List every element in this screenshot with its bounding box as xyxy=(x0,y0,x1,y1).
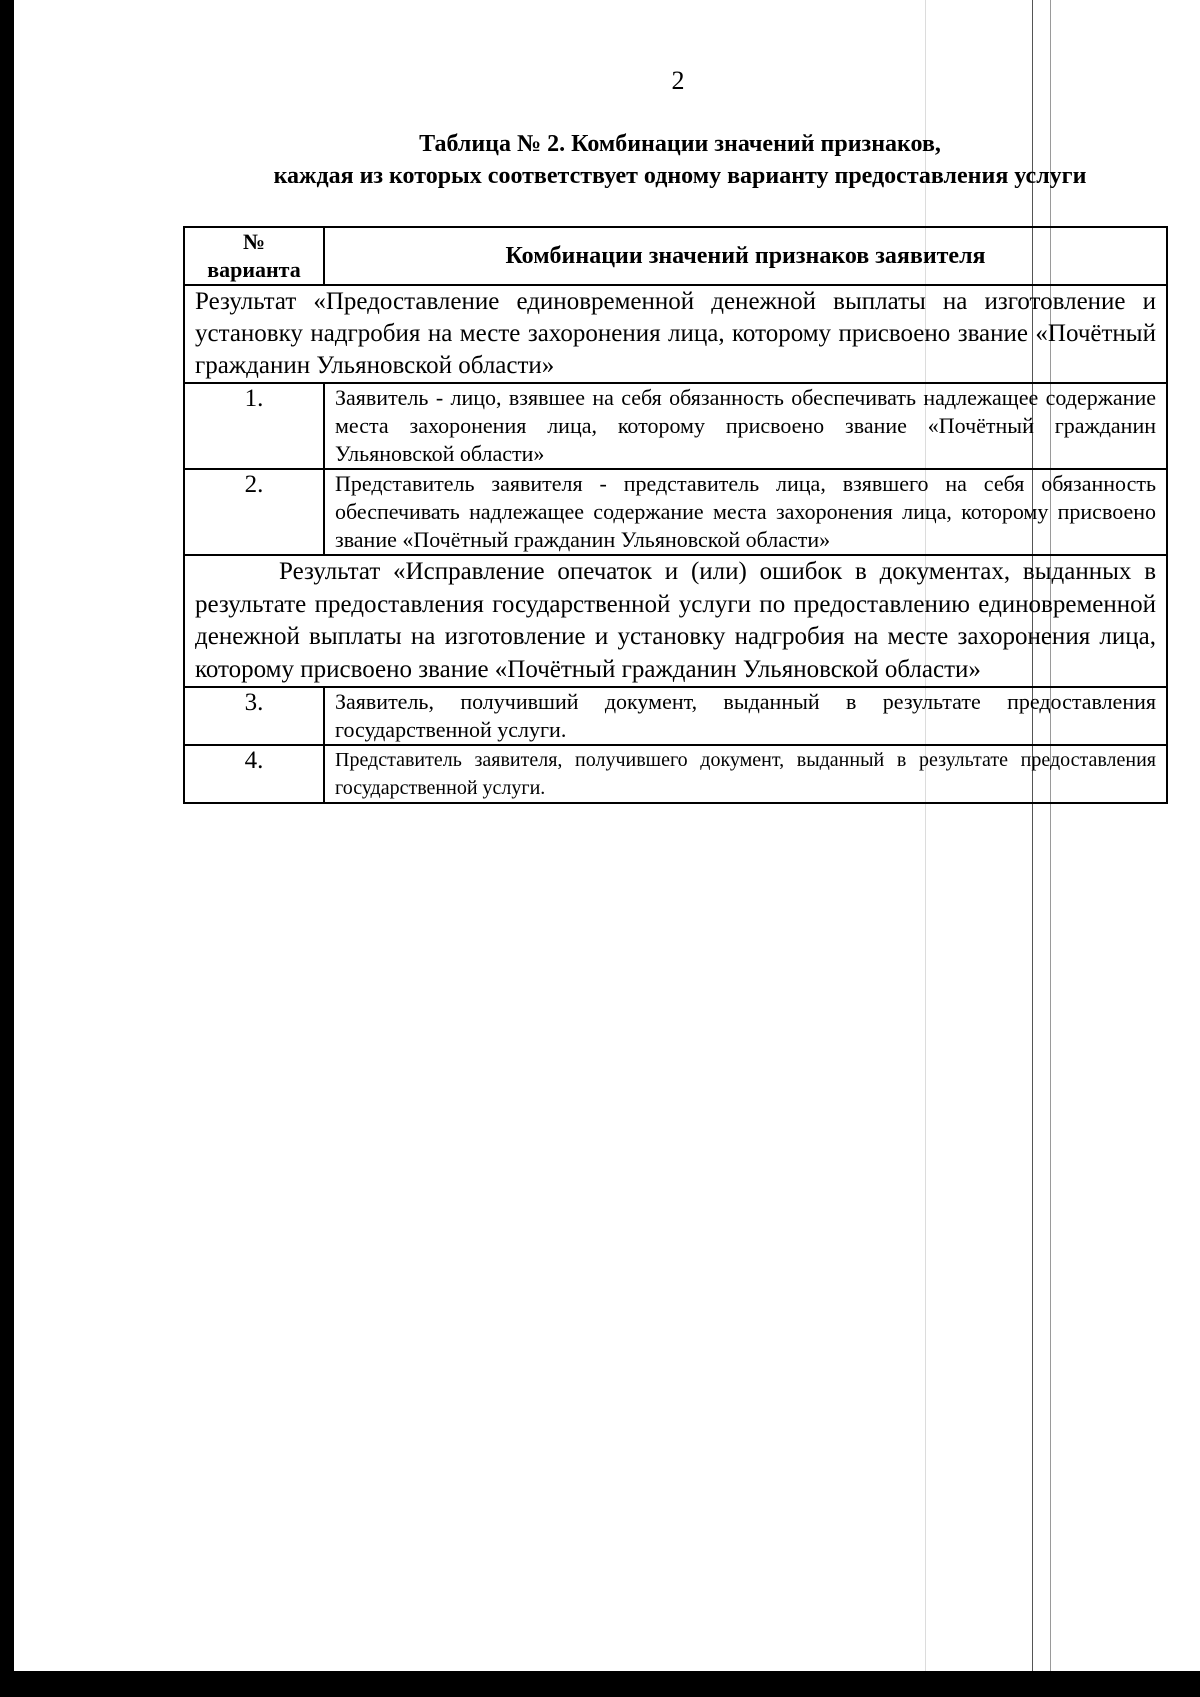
variant-description: Заявитель - лицо, взявшее на себя обязанность обеспечивать надлежащее содержание места захоронения лица, которому присвоено звание «Почётный гражданин Ульяновской области» xyxy=(324,383,1167,469)
header-variant-label: варианта xyxy=(207,257,301,282)
variant-number: 1. xyxy=(184,383,324,469)
header-variant-number xyxy=(184,227,324,285)
variant-number: 3. xyxy=(184,687,324,745)
result-row xyxy=(184,285,1167,383)
variant-description: Заявитель, получивший документ, выданный в результате предоставления государственной услуги. xyxy=(324,687,1167,745)
variant-description: Представитель заявителя, получившего документ, выданный в результате предоставления государственной услуги. xyxy=(324,745,1167,803)
table-row xyxy=(184,383,1167,469)
scan-bottom-band xyxy=(0,1671,1200,1697)
table-row xyxy=(184,745,1167,803)
result-row xyxy=(184,555,1167,687)
header-number-sign: № xyxy=(242,229,266,254)
header-combination: Комбинации значений признаков заявителя xyxy=(324,227,1167,285)
scan-left-edge xyxy=(0,0,14,1697)
variant-number: 2. xyxy=(184,469,324,555)
page-number: 2 xyxy=(671,66,685,95)
variant-description: Представитель заявителя - представитель лица, взявшего на себя обязанность обеспечивать надлежащее содержание места захоронения лица, которому присвоено звание «Почётный гражданин Ульяновской области» xyxy=(324,469,1167,555)
table-header-row xyxy=(184,227,1167,285)
table-row xyxy=(184,687,1167,745)
table-title-line-1: Таблица № 2. Комбинации значений признаков, xyxy=(419,131,941,157)
table-row xyxy=(184,469,1167,555)
result-1-text: Результат «Предоставление единовременной денежной выплаты на изготовление и установку надгробия на месте захоронения лица, которому присвоено звание «Почётный гражданин Ульяновской области» xyxy=(184,285,1167,383)
result-2-text: Результат «Исправление опечаток и (или) ошибок в документах, выданных в результате предоставления государственной услуги по предоставлению единовременной денежной выплаты на изготовление и установку надгробия на месте захоронения лица, которому присвоено звание «Почётный гражданин Ульяновской области» xyxy=(184,555,1167,687)
variants-table xyxy=(183,226,1168,804)
table-title-line-2: каждая из которых соответствует одному варианту предоставления услуги xyxy=(273,163,1087,189)
variant-number: 4. xyxy=(184,745,324,803)
table-title xyxy=(180,128,1180,192)
